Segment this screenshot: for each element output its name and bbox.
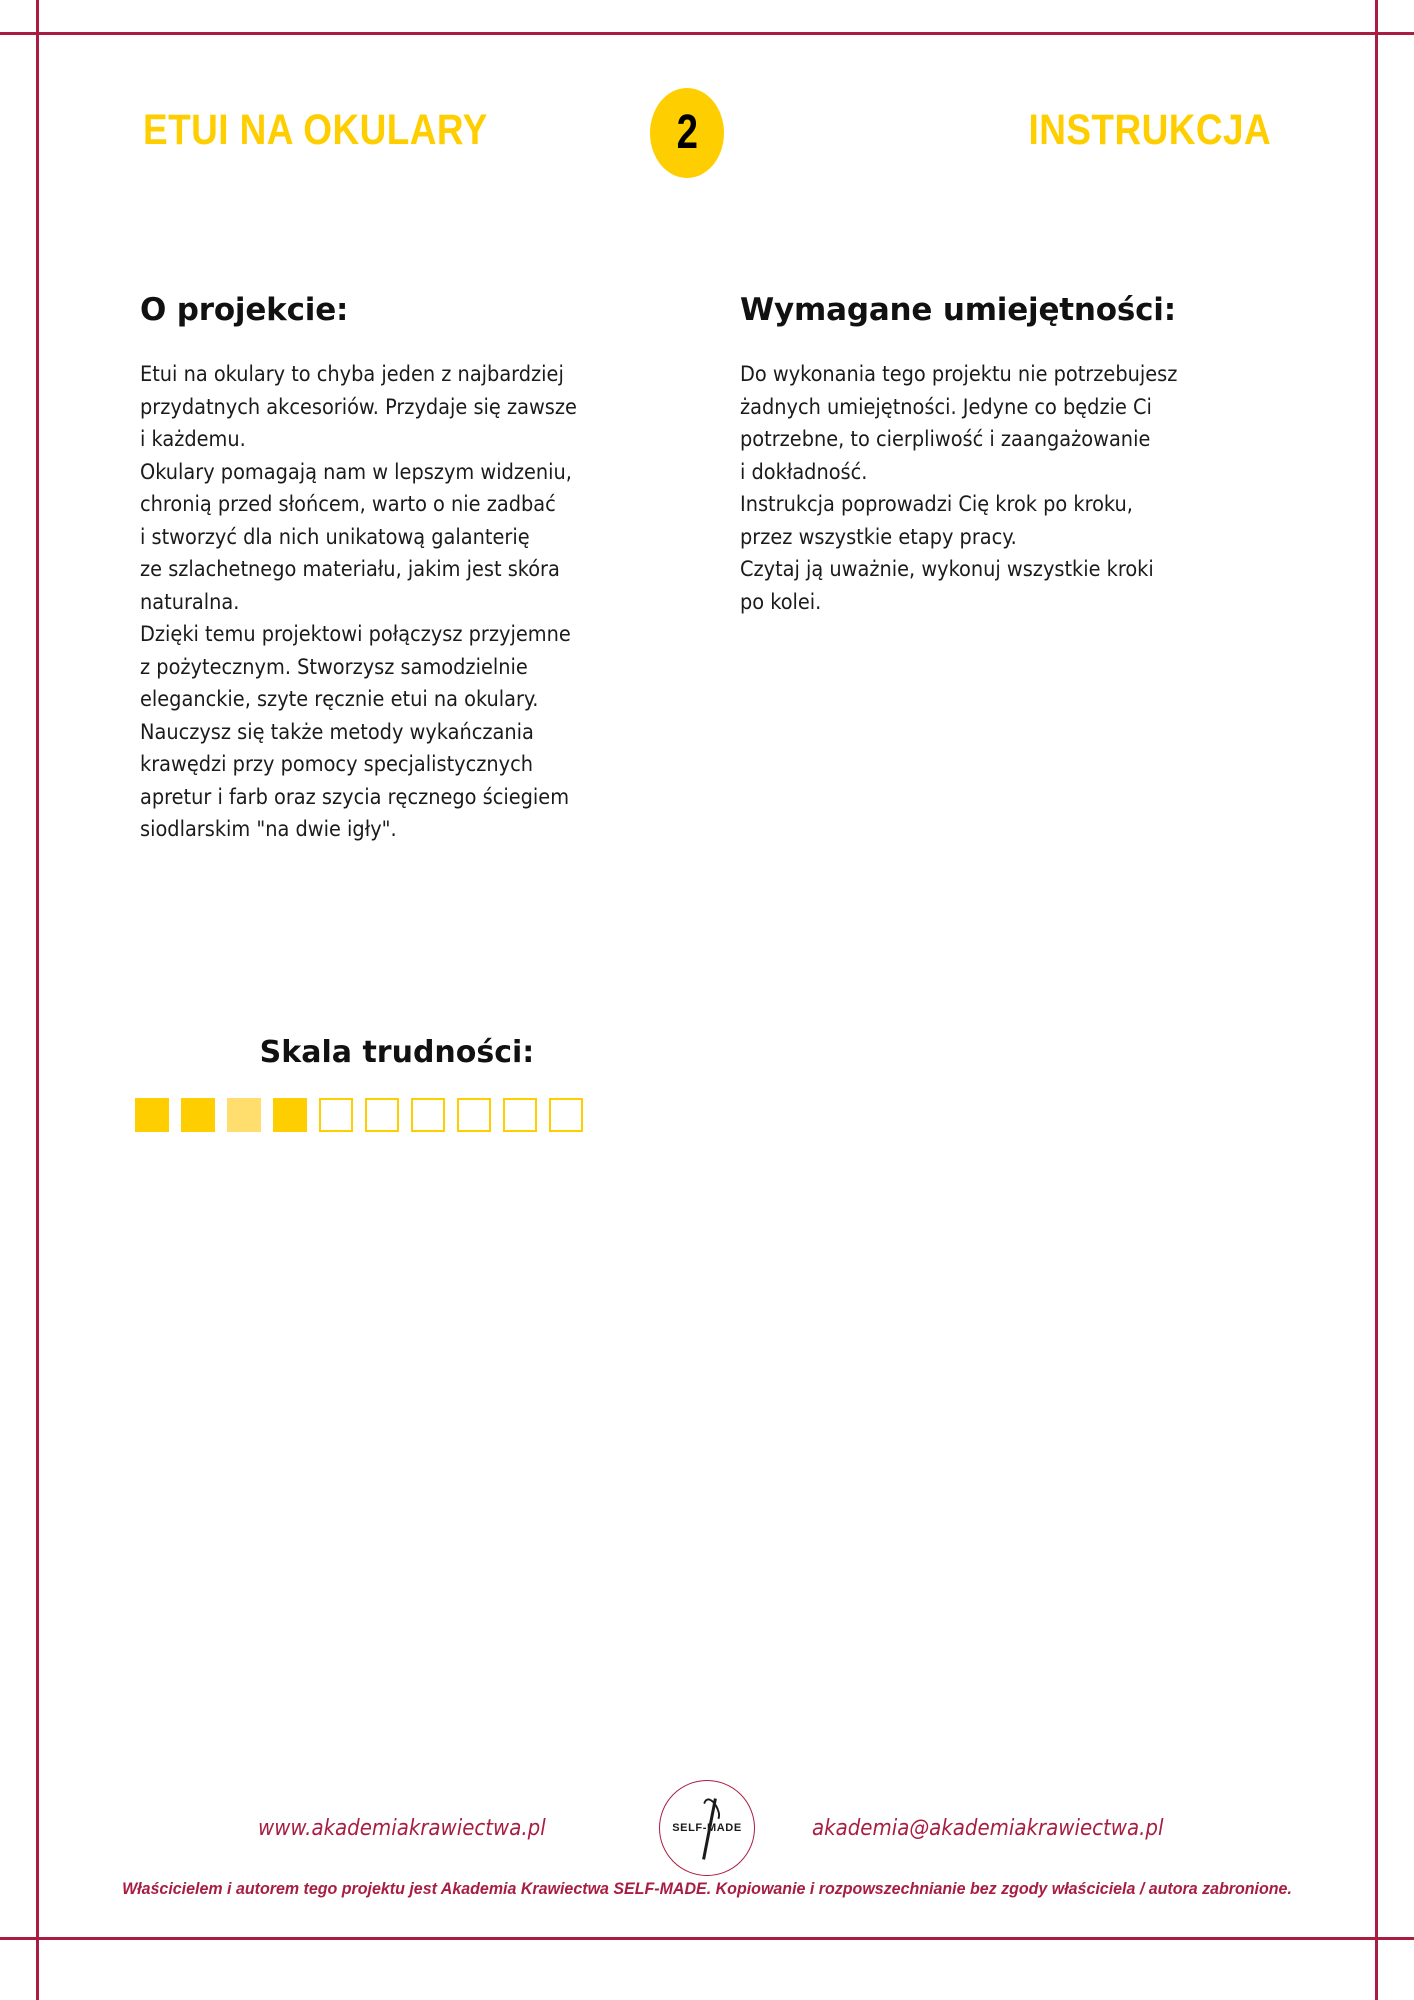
body-line: i każdemu. (140, 427, 246, 452)
page-number-badge (650, 88, 724, 178)
difficulty-box (503, 1098, 537, 1132)
required-skills-body (740, 359, 1260, 619)
page-header (0, 88, 1414, 178)
difficulty-scale-heading: Skala trudności: (259, 1035, 535, 1070)
body-line: żadnych umiejętności. Jedyne co będzie Ci (740, 394, 1152, 420)
body-line: chronią przed słońcem, warto o nie zadbać (140, 492, 556, 517)
body-line: Etui na okulary to chyba jeden z najbardziej (140, 362, 564, 387)
difficulty-box (181, 1098, 215, 1132)
logo-brand-text: SELF-MADE (672, 1822, 742, 1834)
body-line: Instrukcja poprowadzi Cię krok po kroku, (740, 492, 1133, 517)
difficulty-box (319, 1098, 353, 1132)
difficulty-box (549, 1098, 583, 1132)
difficulty-box (227, 1098, 261, 1132)
email-link[interactable]: akademia@akademiakrawiectwa.pl (812, 1816, 1164, 1841)
body-line: przydatnych akcesoriów. Przydaje się zawsze (140, 394, 577, 420)
frame-rule-left (36, 0, 39, 2000)
about-project-heading: O projekcie: (140, 292, 349, 328)
required-skills-column (740, 292, 1260, 619)
difficulty-box (457, 1098, 491, 1132)
frame-rule-top (0, 32, 1414, 35)
body-line: przez wszystkie etapy pracy. (740, 524, 1017, 550)
body-line: po kolei. (740, 589, 822, 615)
body-line: i dokładność. (740, 459, 868, 485)
body-line: Nauczysz się także metody wykańczania (140, 719, 534, 745)
body-line: krawędzi przy pomocy specjalistycznych (140, 752, 534, 777)
section-label: INSTRUKCJA (1028, 106, 1271, 154)
frame-rule-right (1375, 0, 1378, 2000)
copyright-notice: Właścicielem i autorem tego projektu jest Akademia Krawiectwa SELF-MADE. Kopiowanie i rozpowszechnianie bez zgody właściciela / autora zabronione. (122, 1880, 1292, 1898)
difficulty-box (135, 1098, 169, 1132)
body-line: Dzięki temu projektowi połączysz przyjemne (140, 622, 571, 647)
difficulty-box (411, 1098, 445, 1132)
difficulty-box (273, 1098, 307, 1132)
page-number-label: 2 (676, 106, 698, 159)
body-line: Okulary pomagają nam w lepszym widzeniu, (140, 459, 572, 485)
body-line: i stworzyć dla nich unikatową galanterię (140, 524, 530, 550)
body-line: Do wykonania tego projektu nie potrzebujesz (740, 362, 1178, 387)
body-line: ze szlachetnego materiału, jakim jest skóra (140, 557, 560, 582)
body-line: Czytaj ją uważnie, wykonuj wszystkie kroki (740, 557, 1154, 582)
difficulty-scale-boxes (135, 1098, 660, 1132)
frame-rule-bottom (0, 1937, 1414, 1940)
required-skills-heading: Wymagane umiejętności: (740, 292, 1176, 328)
body-line: siodlarskim "na dwie igły". (140, 817, 397, 842)
self-made-logo-icon (659, 1780, 755, 1876)
about-project-body (140, 359, 640, 847)
body-line: potrzebne, to cierpliwość i zaangażowanie (740, 427, 1151, 452)
body-line: apretur i farb oraz szycia ręcznego ściegiem (140, 784, 570, 810)
difficulty-scale (140, 1035, 660, 1132)
website-link[interactable]: www.akademiakrawiectwa.pl (258, 1816, 546, 1841)
body-line: eleganckie, szyte ręcznie etui na okulary. (140, 687, 539, 712)
difficulty-box (365, 1098, 399, 1132)
about-project-column (140, 292, 640, 847)
body-line: z pożytecznym. Stworzysz samodzielnie (140, 654, 528, 680)
body-line: naturalna. (140, 589, 240, 615)
project-title: ETUI NA OKULARY (143, 106, 488, 154)
